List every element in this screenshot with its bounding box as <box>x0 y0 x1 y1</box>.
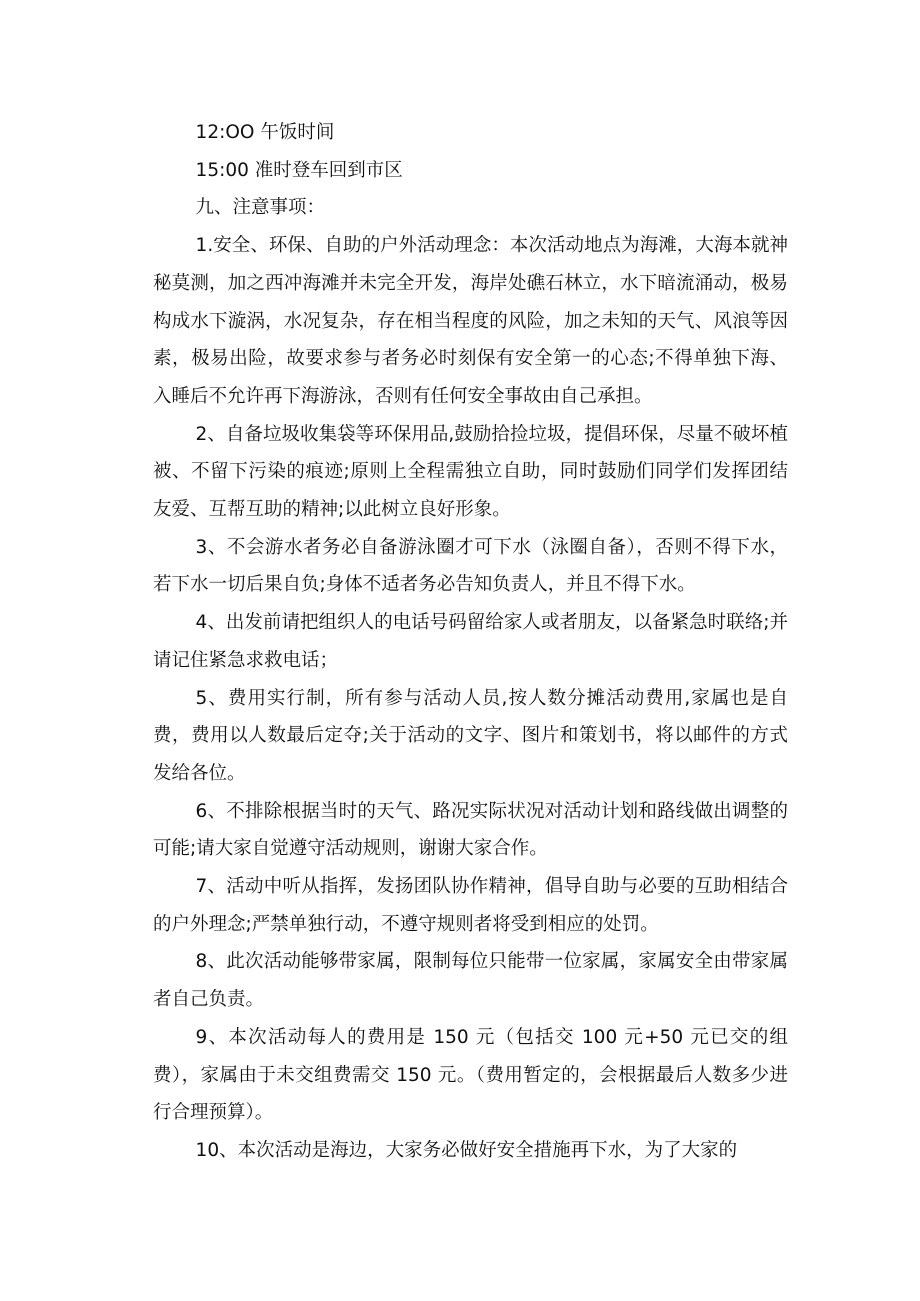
note-2: 2、自备垃圾收集袋等环保用品,鼓励拾捡垃圾，提倡环保，尽量不破坏植被、不留下污染的痕迹;原则上全程需独立自助，同时鼓励们同学们发挥团结友爱、互帮互助的精神;以此树立良好形象。 <box>153 423 788 521</box>
schedule-lunch: 12:OO 午饭时间 <box>195 122 335 143</box>
note-9: 9、本次活动每人的费用是 150 元（包括交 100 元+50 元已交的组费），家属由于未交组费需交 150 元。（费用暂定的，会根据最后人数多少进行合理预算）。 <box>153 1026 788 1124</box>
note-7: 7、活动中听从指挥，发扬团队协作精神，倡导自助与必要的互助相结合的户外理念;严禁单独行动，不遵守规则者将受到相应的处罚。 <box>153 876 788 935</box>
note-6: 6、不排除根据当时的天气、路况实际状况对活动计划和路线做出调整的可能;请大家自觉遵守活动规则，谢谢大家合作。 <box>153 800 788 860</box>
note-5: 5、费用实行制，所有参与活动人员,按人数分摊活动费用,家属也是自费，费用以人数最后定夺;关于活动的文字、图片和策划书，将以邮件的方式发给各位。 <box>153 687 788 784</box>
document-body <box>153 114 788 1170</box>
note-3: 3、不会游水者务必自备游泳圈才可下水（泳圈自备），否则不得下水，若下水一切后果自负;身体不适者务必告知负责人，并且不得下水。 <box>153 536 788 596</box>
note-10: 10、本次活动是海边，大家务必做好安全措施再下水，为了大家的 <box>195 1139 738 1161</box>
schedule-return: 15:00 准时登车回到市区 <box>195 159 403 181</box>
note-4: 4、出发前请把组织人的电话号码留给家人或者朋友，以备紧急时联络;并请记住紧急求救电话； <box>153 612 788 671</box>
note-1: 1.安全、环保、自助的户外活动理念：本次活动地点为海滩，大海本就神秘莫测，加之西冲海滩并未完全开发，海岸处礁石林立，水下暗流涌动，极易构成水下漩涡，水况复杂，存在相当程度的风险，加之未知的天气、风浪等因素，极易出险，故要求参与者务必时刻保有安全第一的心态;不得单独下海、入睡后不允许再下海游泳，否则有任何安全事故由自己承担。 <box>153 235 788 407</box>
section-heading: 九、注意事项： <box>195 197 326 219</box>
note-8: 8、此次活动能够带家属，限制每位只能带一位家属，家属安全由带家属者自己负责。 <box>153 951 788 1011</box>
